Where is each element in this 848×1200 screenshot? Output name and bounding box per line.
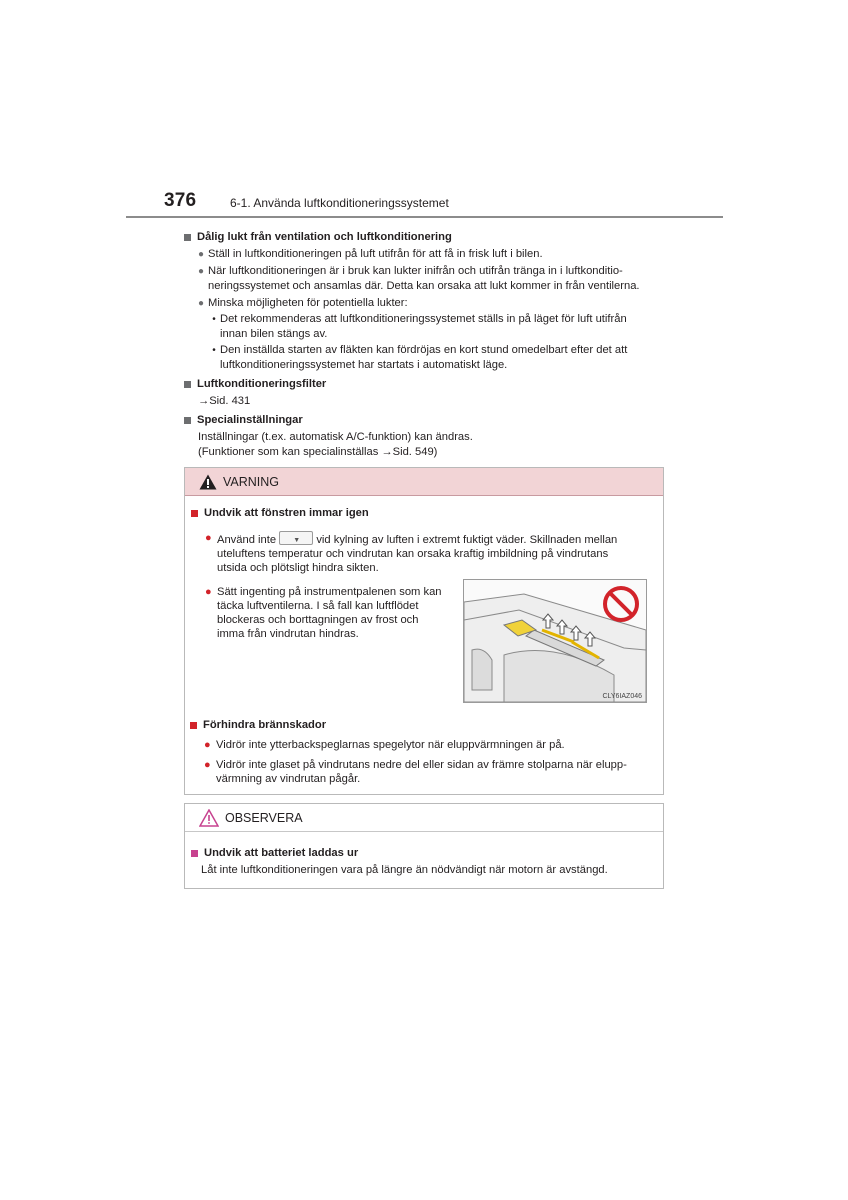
dashboard-illustration: [463, 579, 647, 703]
defogger-button-icon: ▼: [279, 531, 313, 545]
notice-header: [185, 804, 663, 832]
page-number: 376: [164, 190, 197, 211]
odor-heading: Dålig lukt från ventilation och luftkonditionering: [184, 230, 664, 245]
no-entry-icon: [605, 588, 637, 620]
warning-header: [185, 468, 663, 496]
warning-title: VARNING: [223, 474, 280, 489]
filter-page-reference[interactable]: →Sid. 431: [198, 395, 251, 407]
bullet-icon: ●: [204, 759, 211, 771]
section-title: 6-1. Använda luftkonditioneringssystemet: [230, 196, 449, 210]
list-item: ● Ställ in luftkonditioneringen på luft utifrån för att få in frisk luft i bilen.: [198, 248, 543, 260]
list-item: ● Vidrör inte glaset på vindrutans nedre del eller sidan av främre stolparna när elupp- värmning av vindrutan pågår.: [204, 759, 627, 785]
notice-box: [184, 803, 664, 889]
main-content: [184, 226, 664, 460]
caution-triangle-icon: [199, 809, 219, 827]
header-divider: [126, 216, 723, 218]
notice-body: [185, 832, 663, 878]
notice-title: OBSERVERA: [225, 810, 303, 825]
dashboard-vents-drawing: [464, 580, 646, 702]
notice-heading: Undvik att batteriet laddas ur: [191, 846, 657, 861]
bullet-icon: ●: [198, 266, 205, 277]
square-bullet-icon: [184, 381, 191, 388]
sub-list-item: • Den inställda starten av fläkten kan fördröjas en kort stund omedelbart efter det att luftkonditioneringssystemet har startats i automatiskt läge.: [212, 344, 628, 371]
square-bullet-icon: [191, 850, 198, 857]
square-bullet-icon: [184, 234, 191, 241]
square-bullet-icon: [191, 510, 198, 517]
square-bullet-icon: [190, 722, 197, 729]
burns-section: [190, 714, 660, 788]
filter-heading: Luftkonditioneringsfilter: [184, 377, 664, 392]
warning-triangle-icon: [199, 474, 217, 490]
special-heading: Specialinställningar: [184, 413, 664, 428]
bullet-icon: ●: [205, 586, 212, 599]
notice-text: Låt inte luftkonditioneringen vara på längre än nödvändigt när motorn är avstängd.: [201, 864, 608, 876]
figure-code: CLY6IAZ046: [602, 693, 642, 700]
list-item: ● Sätt ingenting på instrumentpalenen som kan täcka luftventilerna. I så fall kan luftflödet blockeras och borttagningen av frost och imma från vindrutan hindras.: [205, 586, 442, 641]
bullet-icon: ●: [198, 249, 205, 260]
bullet-icon: ●: [204, 739, 211, 751]
bullet-icon: ●: [198, 298, 205, 309]
fog-heading: Undvik att fönstren immar igen: [191, 506, 657, 520]
burns-heading: Förhindra brännskador: [190, 718, 660, 732]
list-item: ● Minska möjligheten för potentiella lukter:: [198, 297, 408, 309]
bullet-icon: ●: [205, 532, 212, 545]
special-text: Inställningar (t.ex. automatisk A/C-funktion) kan ändras. (Funktioner som kan specialinställas →Sid. 549): [198, 431, 473, 458]
list-item: ● När luftkonditioneringen är i bruk kan lukter inifrån och utifrån tränga in i luftkonditio- neringssystemet och ansamlas där. Detta kan orsaka att lukt kommer in från ventilerna.: [198, 265, 640, 292]
list-item: ● Använd inte ▼ vid kylning av luften i extremt fuktigt väder. Skillnaden mellan uteluftens temperatur och vindrutan kan orsaka kraftig imbildning på vindrutans utsida och plötsligt hindra sikten.: [205, 532, 618, 575]
square-bullet-icon: [184, 417, 191, 424]
list-item: ● Vidrör inte ytterbackspeglarnas spegelytor när eluppvärmningen är på.: [204, 739, 565, 751]
sub-list-item: • Det rekommenderas att luftkonditioneringssystemet ställs in på läget för luft utifrån innan bilen stängs av.: [212, 313, 627, 340]
